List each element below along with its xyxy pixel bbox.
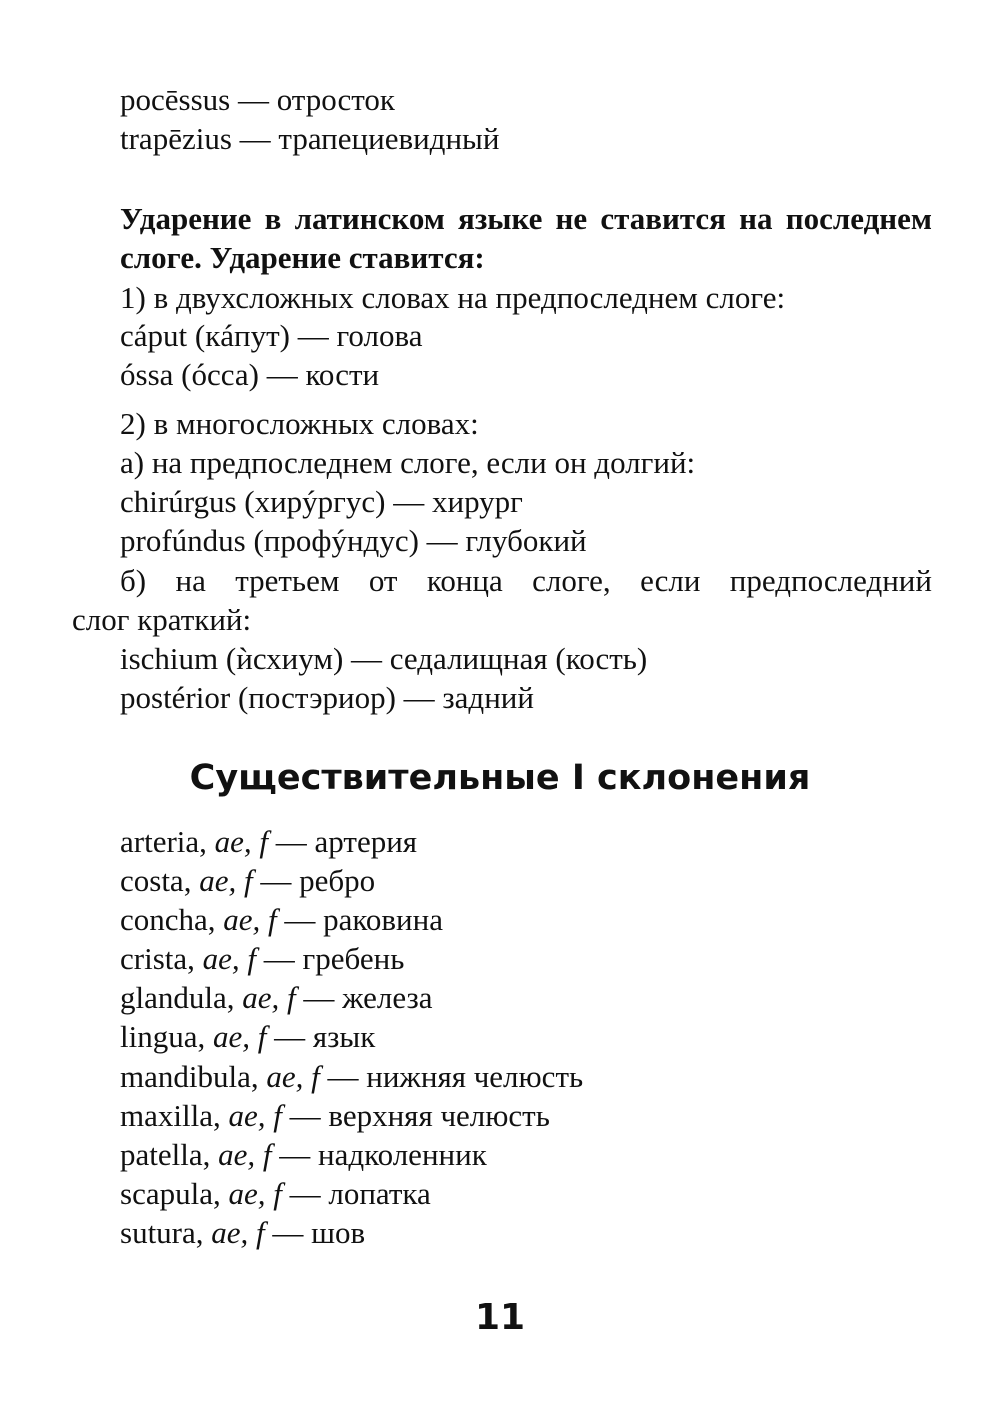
entry-word: sutura, (120, 1215, 204, 1250)
case1-label: 1) в двухсложных словах на предпоследнем слоге: (120, 280, 786, 315)
entry-translation: — надколенник (279, 1137, 487, 1172)
entry-genitive: ae, (218, 1137, 256, 1172)
vocab-entry (120, 1019, 375, 1055)
case2a-example-profundus: profúndus (профýндус) — глубокий (120, 523, 587, 558)
entry-translation: — нижняя челюсть (327, 1059, 584, 1094)
entry-word: lingua, (120, 1019, 206, 1054)
case2b-example-posterior: postérior (постэриор) — задний (120, 680, 534, 715)
intro-line-processus: pocēssus — отросток (120, 82, 395, 117)
entry-genitive: ae, (228, 1098, 266, 1133)
entry-genitive: ae, (223, 902, 261, 937)
rule-bold-line-2: слоге. Ударение ставится: (120, 240, 485, 275)
case2a-example-chirurgus: chirúrgus (хирýргус) — хирург (120, 484, 523, 519)
entry-gender: f (243, 863, 253, 898)
vocab-entry (120, 1137, 487, 1173)
case2a-label: а) на предпоследнем слоге, если он долгий: (120, 445, 696, 480)
vocab-entry (120, 1098, 550, 1134)
entry-word: patella, (120, 1137, 211, 1172)
case1-example-ossa: óssa (óсса) — кости (120, 357, 380, 392)
entry-word: mandibula, (120, 1059, 259, 1094)
vocab-entry (120, 1059, 583, 1095)
entry-translation: — гребень (263, 941, 405, 976)
entry-translation: — язык (274, 1019, 376, 1054)
rule-bold-line-1: Ударение в латинском языке не ставится на последнем (120, 201, 932, 236)
page-number: 11 (474, 1297, 526, 1338)
entry-gender: f (273, 1098, 282, 1133)
entry-word: costa, (120, 863, 192, 898)
vocab-entry (120, 1176, 431, 1212)
entry-genitive: ae, (213, 1019, 251, 1054)
section-heading: Существительные I склонения (189, 758, 811, 798)
entry-translation: — лопатка (289, 1176, 431, 1211)
entry-word: concha, (120, 902, 216, 937)
entry-genitive: ae, (242, 980, 280, 1015)
entry-translation: — ребро (260, 863, 376, 898)
entry-gender: f (287, 980, 296, 1015)
entry-genitive: ae, (228, 1176, 266, 1211)
entry-word: glandula, (120, 980, 235, 1015)
vocab-entry (120, 980, 433, 1016)
entry-genitive: ae, (202, 941, 240, 976)
entry-gender: f (247, 941, 257, 976)
case2b-label-line-2: слог краткий: (72, 602, 252, 637)
entry-gender: f (268, 902, 277, 937)
vocab-entry (120, 941, 404, 977)
vocab-entry (120, 1215, 365, 1251)
entry-word: arteria, (120, 824, 207, 859)
case2b-label-line-1: б) на третьем от конца слоге, если предпоследний (120, 563, 932, 598)
entry-translation: — железа (303, 980, 433, 1015)
entry-genitive: ae, (214, 824, 252, 859)
case2b-example-ischium: ischium (ѝсхиум) — седалищная (кость) (120, 641, 648, 676)
entry-genitive: ae, (211, 1215, 249, 1250)
entry-translation: — раковина (284, 902, 443, 937)
vocab-entry (120, 824, 417, 860)
entry-gender: f (262, 1137, 272, 1172)
entry-genitive: ae, (199, 863, 237, 898)
entry-word: crista, (120, 941, 195, 976)
entry-translation: — верхняя челюсть (289, 1098, 550, 1133)
case1-example-caput: cáput (кáпут) — голова (120, 318, 423, 353)
entry-genitive: ae, (266, 1059, 304, 1094)
intro-line-trapezius: trapēzius — трапециевидный (120, 121, 500, 156)
entry-word: scapula, (120, 1176, 221, 1211)
entry-gender: f (273, 1176, 282, 1211)
entry-gender: f (311, 1059, 320, 1094)
entry-translation: — артерия (275, 824, 418, 859)
vocab-entry (120, 902, 443, 938)
vocab-entry (120, 863, 375, 899)
entry-translation: — шов (272, 1215, 366, 1250)
case2-label: 2) в многосложных словах: (120, 406, 479, 441)
entry-gender: f (259, 824, 269, 859)
entry-gender: f (256, 1215, 265, 1250)
entry-gender: f (257, 1019, 267, 1054)
entry-word: maxilla, (120, 1098, 221, 1133)
